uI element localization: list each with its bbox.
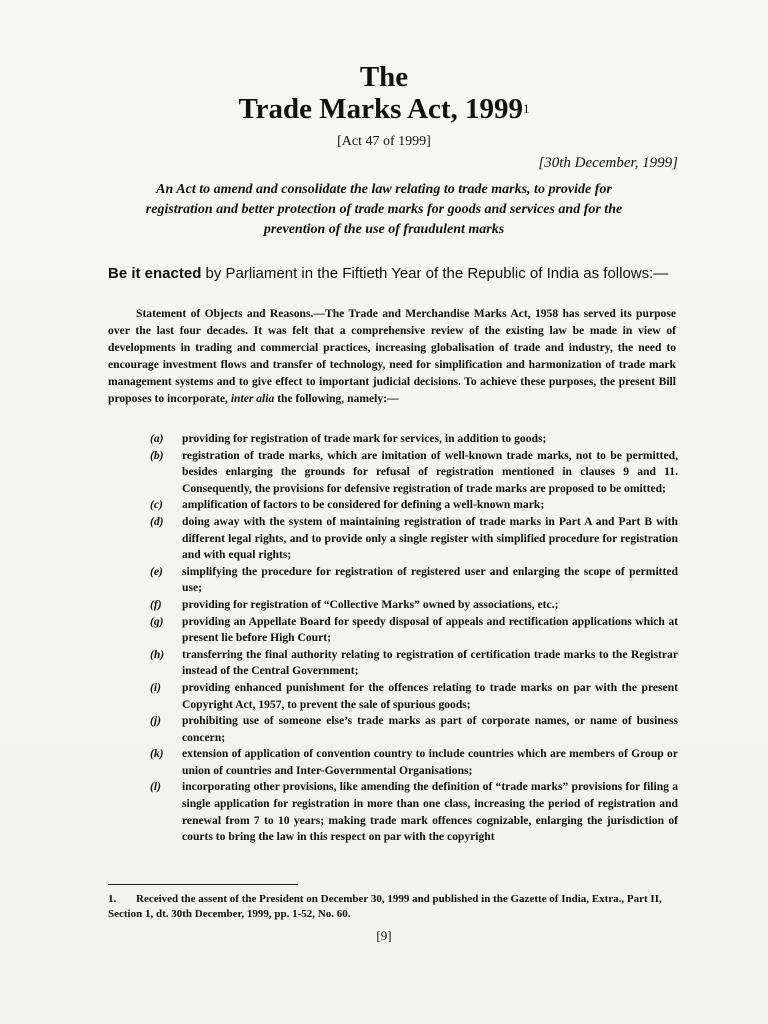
item-text: registration of trade marks, which are imitation of well-known trade marks, not to be permitted, besides enlarging the grounds for refusal of registration mentioned in clauses 9 and 11. Consequently, the provisions for defensive registration of trade marks are proposed to be omitted;	[182, 448, 678, 495]
act-number: [Act 47 of 1999]	[337, 134, 431, 149]
item-text: doing away with the system of maintaining registration of trade marks in Part A and Part B with different legal rights, and to provide only a single register with simplified procedure for registration and with equal rights;	[182, 514, 678, 562]
list-item	[150, 564, 678, 597]
page-number: [9]	[376, 928, 392, 943]
list-item	[150, 514, 678, 564]
objects-list	[150, 431, 678, 846]
item-text: providing for registration of trade mark for services, in addition to goods;	[182, 432, 547, 445]
item-text: transferring the final authority relating to registration of certification trade marks to the Registrar instead of the Central Government;	[182, 647, 678, 678]
list-item	[150, 614, 678, 647]
act-date: [30th December, 1999]	[538, 155, 678, 171]
item-marker: (c)	[150, 498, 163, 512]
footnote-number: 1.	[108, 893, 117, 905]
item-marker: (i)	[150, 680, 161, 694]
statement-of-objects	[108, 306, 676, 407]
statement-italic: inter alia	[230, 391, 275, 405]
enacting-formula	[108, 264, 676, 283]
item-text: incorporating other provisions, like amending the definition of “trade marks” provisions for filing a single application for registration in more than one class, increasing the period of registration and renewal from 7 to 10 years; making trade mark offences cognizable, enlarging the jurisdiction of courts to bring the law in this respect on par with the copyright	[182, 780, 678, 844]
item-marker: (h)	[150, 647, 165, 661]
item-text: providing for registration of “Collective Marks” owned by associations, etc.;	[182, 597, 559, 611]
long-title: An Act to amend and consolidate the law relating to trade marks, to provide for registration and better protection of trade marks for goods and services and for the prevention of the use of fraudulent marks	[145, 182, 623, 237]
statement-heading: Statement of Objects and Reasons.	[136, 307, 314, 320]
list-item	[150, 448, 678, 498]
list-item	[150, 779, 678, 845]
list-item	[150, 680, 678, 713]
list-item	[150, 746, 678, 779]
item-text: providing an Appellate Board for speedy disposal of appeals and rectification applications which at present lie before High Court;	[182, 614, 678, 645]
statement-text-1: —The Trade and Merchandise Marks Act, 1958 has served its purpose over the last four decades. It was felt that a comprehensive review of the existing law be made in view of developments in trading and commercial practices, increasing globalisation of trade and industry, the need to encourage investment flows and transfer of technology, need for simplification and harmonization of trade mark management systems and to give effect to important judicial decisions. To achieve these purposes, the present Bill proposes to incorporate,	[108, 307, 676, 405]
item-text: prohibiting use of someone else’s trade marks as part of corporate names, or name of business concern;	[182, 714, 678, 744]
list-item	[150, 497, 678, 514]
title-line-1: The	[359, 61, 409, 93]
footnote-text: Received the assent of the President on December 30, 1999 and published in the Gazette of India, Extra., Part II, Section 1, dt. 30th December, 1999, pp. 1-52, No. 60.	[108, 893, 662, 920]
list-item	[150, 647, 678, 680]
item-text: providing enhanced punishment for the offences relating to trade marks on par with the present Copyright Act, 1957, to prevent the sale of spurious goods;	[182, 680, 678, 711]
item-text: extension of application of convention country to include countries which are members of Group or union of countries and Inter-Governmental Organisations;	[182, 747, 678, 777]
item-text: amplification of factors to be considered for defining a well-known mark;	[182, 498, 545, 512]
item-text: simplifying the procedure for registration of registered user and enlarging the scope of permitted use;	[182, 564, 678, 595]
enacting-formula-rest: by Parliament in the Fiftieth Year of the Republic of India as follows:—	[201, 265, 669, 282]
item-marker: (f)	[150, 597, 162, 611]
item-marker: (d)	[150, 514, 164, 528]
item-marker: (j)	[150, 714, 161, 728]
enacting-formula-bold: Be it enacted	[108, 265, 202, 282]
item-marker: (l)	[150, 780, 161, 794]
list-item	[150, 431, 678, 448]
footnote-divider	[108, 884, 298, 885]
list-item	[150, 597, 678, 614]
item-marker: (g)	[150, 614, 164, 628]
item-marker: (k)	[150, 747, 164, 761]
footnote-ref: 1	[523, 101, 530, 116]
item-marker: (e)	[150, 564, 163, 578]
list-item	[150, 713, 678, 746]
statement-text-2: the following, namely:—	[274, 391, 399, 405]
item-marker: (b)	[150, 448, 164, 462]
footnote	[108, 892, 676, 922]
item-marker: (a)	[150, 432, 164, 445]
act-title-text: Trade Marks Act, 1999	[238, 93, 524, 125]
act-title	[0, 92, 768, 126]
